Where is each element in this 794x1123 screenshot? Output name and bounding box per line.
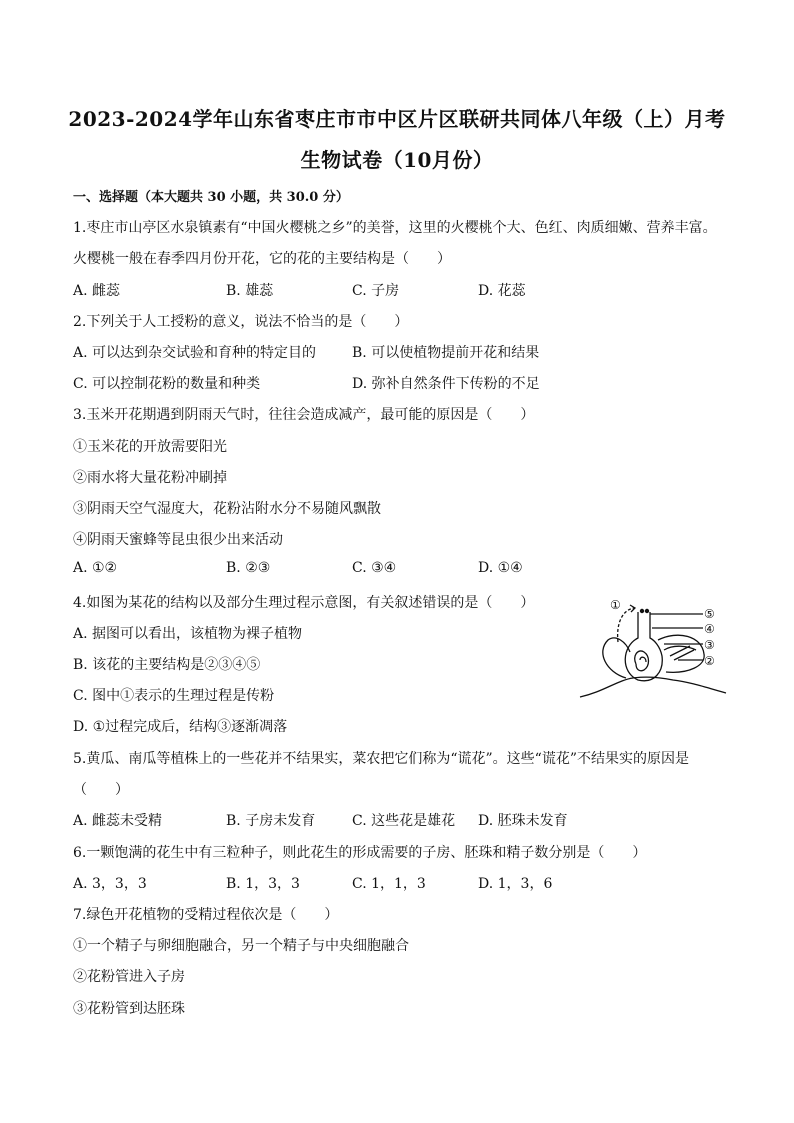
question-3-statement: ③阴雨天空气湿度大，花粉沾附水分不易随风飘散 (73, 501, 381, 517)
receptacle-line (580, 677, 726, 697)
diagram-label-1: ① (610, 598, 621, 612)
flower-structure-diagram (578, 594, 728, 704)
exam-title-line2: 生物试卷（10月份） (300, 148, 494, 172)
question-1-option-c[interactable]: C. 子房 (352, 283, 400, 299)
diagram-label-5: ⑤ (704, 607, 715, 621)
question-6-option-a[interactable]: A. 3，3，3 (73, 876, 147, 892)
question-1-option-b[interactable]: B. 雄蕊 (226, 283, 274, 299)
question-5-stem: 5.黄瓜、南瓜等植株上的一些花并不结果实，菜农把它们称为“谎花”。这些“谎花”不结果实的原因是 (73, 751, 689, 767)
question-2-option-d[interactable]: D. 弥补自然条件下传粉的不足 (352, 376, 540, 392)
question-2-option-b[interactable]: B. 可以使植物提前开花和结果 (352, 345, 540, 361)
question-3-statement: ②雨水将大量花粉冲刷掉 (73, 470, 227, 486)
question-7-statement: ①一个精子与卵细胞融合，另一个精子与中央细胞融合 (73, 938, 409, 954)
exam-title-line1: 2023-2024学年山东省枣庄市市中区片区联研共同体八年级（上）月考 (68, 107, 726, 131)
pollination-arrow (618, 608, 634, 642)
question-4-option-c[interactable]: C. 图中①表示的生理过程是传粉 (73, 688, 275, 704)
question-2-option-c[interactable]: C. 可以控制花粉的数量和种类 (73, 376, 261, 392)
question-1-option-d[interactable]: D. 花蕊 (478, 283, 526, 299)
question-5-stem: （ ） (73, 782, 129, 798)
question-3-statement: ④阴雨天蜜蜂等昆虫很少出来活动 (73, 532, 283, 548)
diagram-label-2: ② (704, 654, 715, 668)
question-5-option-a[interactable]: A. 雌蕊未受精 (73, 813, 163, 829)
question-5-option-d[interactable]: D. 胚珠未发育 (478, 813, 568, 829)
question-2-stem: 2.下列关于人工授粉的意义，说法不恰当的是（ ） (73, 314, 409, 330)
question-6-option-c[interactable]: C. 1，1，3 (352, 876, 426, 892)
question-1-stem: 1.枣庄市山亭区水泉镇素有“中国火樱桃之乡”的美誉，这里的火樱桃个大、色红、肉质细嫩、营养丰富。 (73, 220, 717, 236)
question-6-option-d[interactable]: D. 1，3，6 (478, 876, 553, 892)
question-2-option-a[interactable]: A. 可以达到杂交试验和育种的特定目的 (73, 345, 317, 361)
question-3-statement: ①玉米花的开放需要阳光 (73, 439, 227, 455)
question-3-stem: 3.玉米开花期遇到阴雨天气时，往往会造成减产，最可能的原因是（ ） (73, 407, 535, 423)
question-7-statement: ③花粉管到达胚珠 (73, 1001, 185, 1017)
question-7-stem: 7.绿色开花植物的受精过程依次是（ ） (73, 907, 339, 923)
question-3-option-a[interactable]: A. ①② (73, 560, 118, 576)
question-4-stem: 4.如图为某花的结构以及部分生理过程示意图，有关叙述错误的是（ ） (73, 595, 535, 611)
question-5-option-b[interactable]: B. 子房未发育 (226, 813, 316, 829)
question-1-stem: 火樱桃一般在春季四月份开花，它的花的主要结构是（ ） (73, 251, 451, 267)
question-4-option-d[interactable]: D. ①过程完成后，结构③逐渐凋落 (73, 719, 288, 735)
question-6-option-b[interactable]: B. 1，3，3 (226, 876, 300, 892)
diagram-label-4: ④ (704, 622, 715, 636)
question-5-option-c[interactable]: C. 这些花是雄花 (352, 813, 456, 829)
question-6-stem: 6.一颗饱满的花生中有三粒种子，则此花生的形成需要的子房、胚珠和精子数分别是（ ） (73, 845, 647, 861)
question-4-option-a[interactable]: A. 据图可以看出，该植物为裸子植物 (73, 626, 303, 642)
right-petal (658, 635, 704, 672)
question-3-option-c[interactable]: C. ③④ (352, 560, 397, 576)
question-4-option-b[interactable]: B. 该花的主要结构是②③④⑤ (73, 657, 261, 673)
diagram-label-3: ③ (704, 638, 715, 652)
question-1-option-a[interactable]: A. 雌蕊 (73, 283, 121, 299)
question-7-statement: ②花粉管进入子房 (73, 969, 185, 985)
question-3-option-b[interactable]: B. ②③ (226, 560, 271, 576)
question-3-option-d[interactable]: D. ①④ (478, 560, 523, 576)
section-title: 一、选择题（本大题共 30 小题，共 30.0 分） (73, 190, 349, 205)
